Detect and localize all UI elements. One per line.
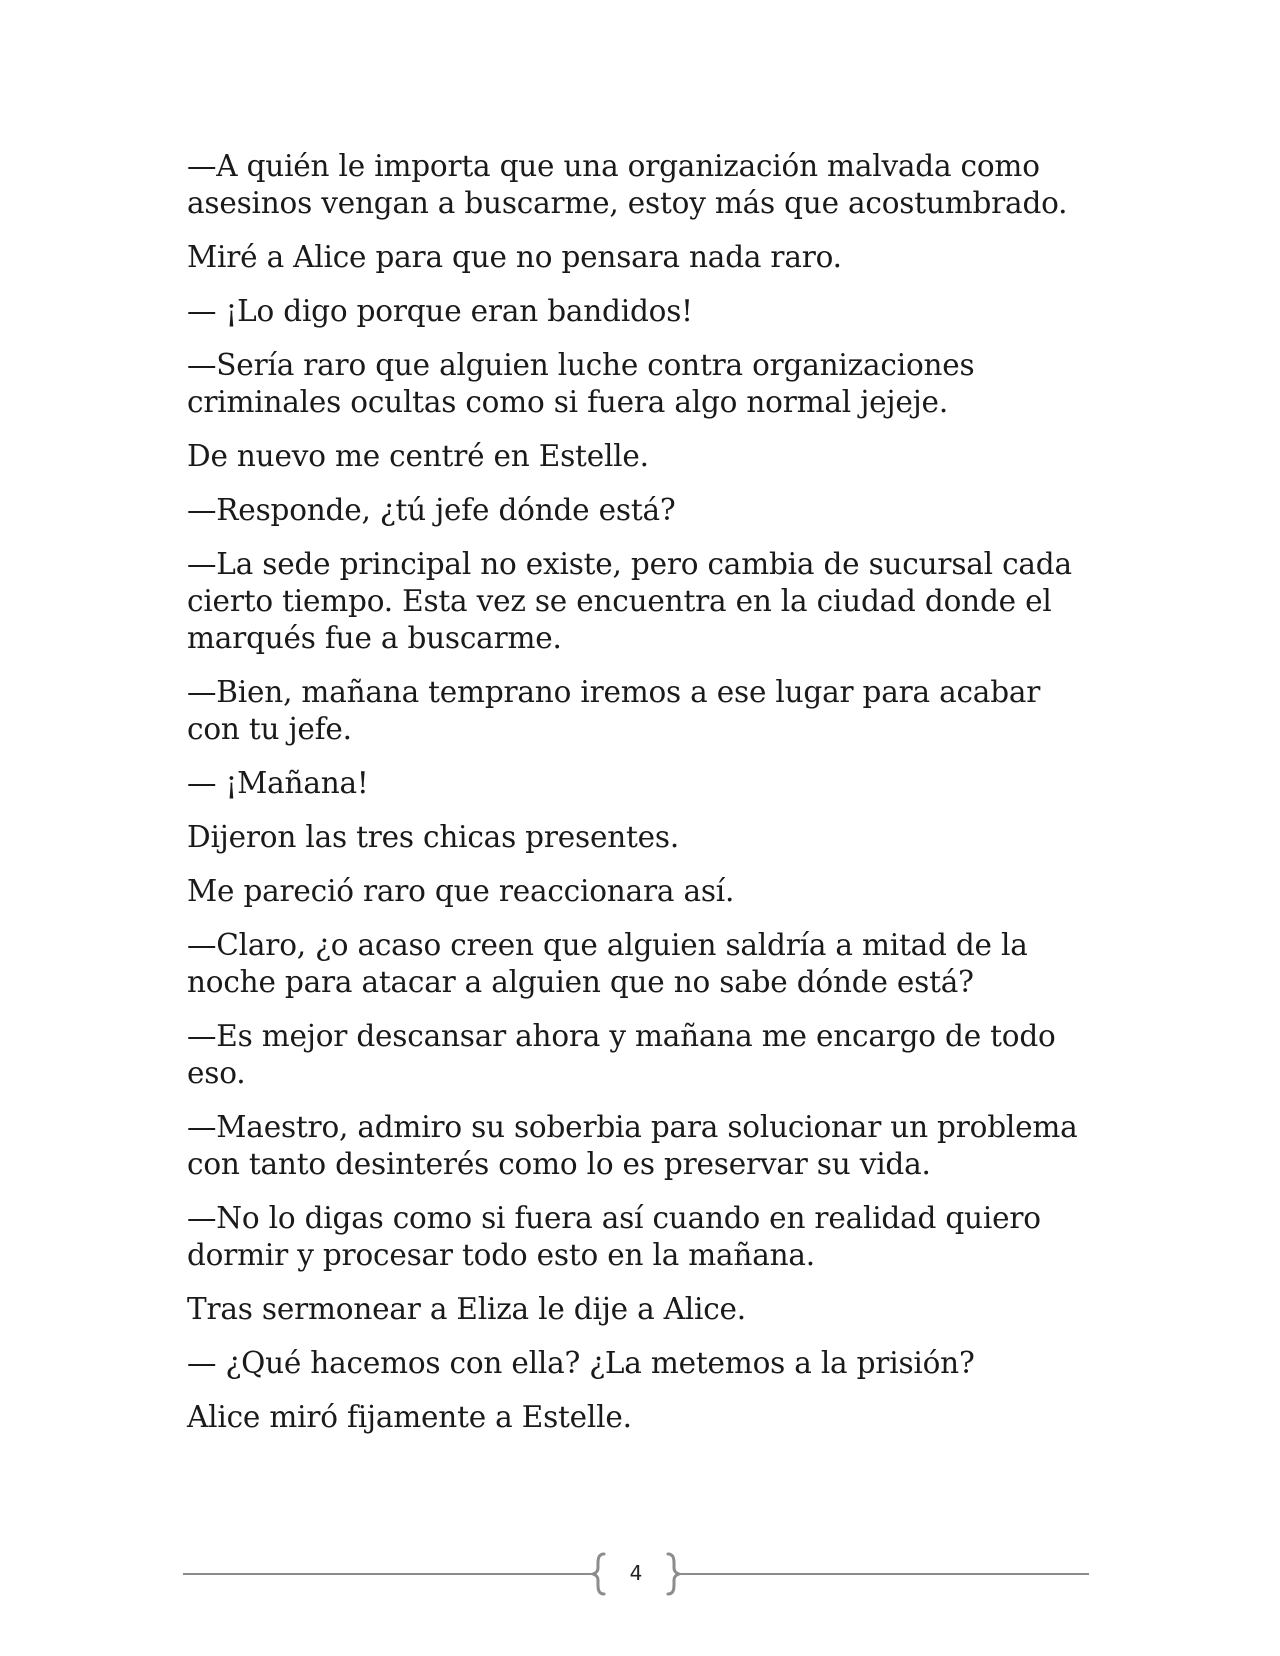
paragraph: — ¡Lo digo porque eran bandidos!	[187, 294, 693, 328]
paragraph: —Es mejor descansar ahora y mañana me encargo de todo eso.	[187, 1019, 1056, 1090]
footer-rule-right	[681, 1573, 1089, 1575]
paragraph: — ¡Mañana!	[187, 766, 369, 800]
paragraph: — ¿Qué hacemos con ella? ¿La metemos a la prisión?	[187, 1346, 975, 1380]
left-bracket-icon	[591, 1552, 607, 1596]
page-footer	[183, 1548, 1089, 1598]
paragraph: Me pareció raro que reaccionara así.	[187, 874, 735, 908]
footer-rule-left	[183, 1573, 591, 1575]
paragraph: —A quién le importa que una organización malvada como asesinos vengan a buscarme, estoy más que acostumbrado.	[187, 149, 1068, 220]
paragraph: —Maestro, admiro su soberbia para solucionar un problema con tanto desinterés como lo es preservar su vida.	[187, 1110, 1078, 1181]
paragraph: —Claro, ¿o acaso creen que alguien saldría a mitad de la noche para atacar a alguien que no sabe dónde está?	[187, 928, 1028, 999]
page-number: 4	[629, 1561, 643, 1585]
paragraph: De nuevo me centré en Estelle.	[187, 439, 649, 473]
body-text	[187, 148, 1087, 1453]
right-bracket-icon	[665, 1552, 681, 1596]
paragraph: Dijeron las tres chicas presentes.	[187, 820, 680, 854]
paragraph: —Sería raro que alguien luche contra organizaciones criminales ocultas como si fuera algo normal jejeje.	[187, 348, 975, 419]
paragraph: —No lo digas como si fuera así cuando en realidad quiero dormir y procesar todo esto en la mañana.	[187, 1201, 1041, 1272]
paragraph: Tras sermonear a Eliza le dije a Alice.	[187, 1292, 746, 1326]
paragraph: Alice miró fijamente a Estelle.	[187, 1400, 632, 1434]
paragraph: —La sede principal no existe, pero cambia de sucursal cada cierto tiempo. Esta vez se encuentra en la ciudad donde el marqués fue a buscarme.	[187, 547, 1072, 655]
paragraph: Miré a Alice para que no pensara nada raro.	[187, 240, 842, 274]
paragraph: —Responde, ¿tú jefe dónde está?	[187, 493, 676, 527]
paragraph: —Bien, mañana temprano iremos a ese lugar para acabar con tu jefe.	[187, 675, 1041, 746]
